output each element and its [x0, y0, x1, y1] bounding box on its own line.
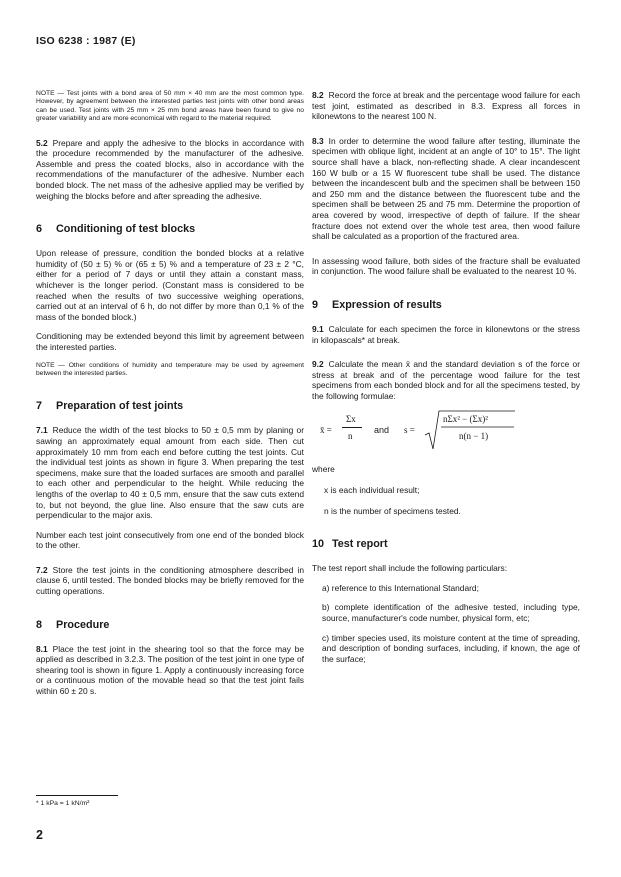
clause-text: Reduce the width of the test blocks to 50 ± 0,5 mm by planing or sawing an approximately equal amount from each side. Then cut approximately 10 mm from each end before cutting the test joints. Cut the individual test joints as shown in figure 3. When preparing the test specimens, make sure that the loaded surfaces are smooth and parallel to each other and perpendicular to the height. While reducing the lengths of the overlap to 40 ± 0,5 mm, ensure that the saw cuts extend to, but not beyond, the glue line. Also ensure that the saw cuts are perpendicular to the major axis. — [36, 425, 304, 521]
section-7-heading — [36, 400, 304, 413]
sd-denominator: n(n − 1) — [459, 431, 489, 442]
clause-text: Record the force at break and the percentage wood failure for each test joint, estimated as described in 8.3. Express all forces in kilonewtons to the nearest 100 N. — [312, 90, 580, 122]
mean-denominator: n — [348, 431, 353, 442]
section-number: 6 — [36, 223, 43, 236]
clause-text: Prepare and apply the adhesive to the blocks in accordance with the procedure recommended by the manufacturer of the adhesive. Assemble and press the coated blocks, also in accordance with the recommendations of the manufacturer of the adhesive. Number each bonded block. The net mass of the adhesive applied may be verified by weighing the blocks before and after spreading the adhesive. — [36, 137, 304, 201]
section-number: 7 — [36, 400, 43, 413]
clause-8-2 — [312, 90, 580, 122]
section-6-heading — [36, 223, 304, 236]
left-column — [36, 90, 304, 697]
section-title: Preparation of test joints — [56, 400, 184, 413]
statistics-formulae — [312, 409, 580, 455]
document-header: ISO 6238 : 1987 (E) — [36, 35, 136, 47]
clause-number: 8.2 — [312, 90, 324, 100]
clause-8-1 — [36, 644, 304, 697]
section-title: Test report — [332, 538, 388, 551]
section-title: Expression of results — [332, 298, 442, 311]
sd-lhs: s = — [404, 425, 415, 436]
right-column — [312, 90, 580, 664]
clause-text: In order to determine the wood failure after testing, illuminate the specimen with oblique light, incident at an angle of 10° to 15°. The light source shall have a black, non-reflecting shade. A clear incandescent 160 W bulb or a 15 W fluorescent tube shall be used. The distance between the incandescent bulb and the specimen shall be between 150 and 250 mm and the distance between the fluorescent tube and the specimen shall be between 25 and 75 mm. Determine the proportion of area covered by wood, irrespective of depth of failure. If the shear fracture does not extend over the whole test area, then wood failure shall be calculated as a proportion of the fractured area. — [312, 135, 580, 242]
section-number: 10 — [312, 538, 325, 551]
clause-text: Place the test joint in the shearing tool so that the force may be applied as described in 3.2.3. The position of the test joint in one type of shearing tool is shown in figure 1. Apply a continuously increasing force or a continuous motion of the movable head so that the test joint fails within 60 ± 20 s. — [36, 643, 304, 697]
note-conditions: NOTE — Other conditions of humidity and temperature may be used by agreement between the interested parties. — [36, 361, 304, 377]
where-label: where — [312, 464, 335, 475]
clause-text: Store the test joints in the conditioning atmosphere described in clause 6, until tested. The bonded blocks may be briefly removed for the cutting operations. — [36, 564, 304, 597]
note-bond-area: NOTE — Test joints with a bond area of 50 mm × 40 mm are the most common type. However, by agreement between the interested parties test joints with other bond areas can be used. Test joints with 25 mm × 25 mm bond areas have been found to give no greater variability and are more economical with regard to the material required. — [36, 90, 304, 123]
section-number: 8 — [36, 618, 43, 631]
clause-text: Calculate the mean x̄ and the standard deviation s of the force or stress at break and of the percentage wood failure for the test specimens from each bonded block and for all the specimens tested, by the following formulae: — [312, 359, 580, 401]
section-8-heading — [36, 619, 304, 632]
formula-and: and — [374, 425, 390, 436]
report-item-a: a) reference to this International Standard; — [322, 582, 479, 593]
report-item-c: c) timber species used, its moisture content at the time of spreading, and description of bonding surfaces, including, if known, the age of the surface; — [322, 632, 580, 664]
clause-5-2 — [36, 138, 304, 202]
clause-number: 9.2 — [312, 359, 324, 370]
page-number: 2 — [36, 828, 43, 842]
clause-7-1 — [36, 425, 304, 520]
clause-text: Calculate for each specimen the force in kilonewtons or the stress in kilopascals* at break. — [312, 323, 580, 345]
footnote-rule — [36, 795, 118, 796]
section-10-heading — [312, 538, 580, 551]
clause-number: 8.3 — [312, 135, 324, 146]
clause-7-2 — [36, 565, 304, 597]
section-6-para-2: Conditioning may be extended beyond this limit by agreement between the interested parties. — [36, 331, 304, 352]
section-10-intro: The test report shall include the following particulars: — [312, 563, 508, 574]
sd-numerator: nΣx² − (Σx)² — [443, 414, 488, 425]
clause-8-3-para-2: In assessing wood failure, both sides of the fracture shall be evaluated in conjunction. The wood failure shall be evaluated to the nearest 10 %. — [312, 255, 580, 277]
mean-fraction-bar — [342, 427, 362, 428]
clause-9-2 — [312, 359, 580, 401]
clause-number: 9.1 — [312, 323, 324, 334]
footnote: * 1 kPa = 1 kN/m² — [36, 800, 90, 807]
clause-number: 7.1 — [36, 425, 48, 436]
clause-number: 8.1 — [36, 643, 48, 654]
section-title: Conditioning of test blocks — [56, 223, 196, 236]
where-x-definition: x is each individual result; — [324, 485, 420, 496]
mean-lhs: x̄ = — [320, 425, 332, 436]
clause-8-3 — [312, 136, 580, 242]
where-n-definition: n is the number of specimens tested. — [324, 505, 461, 516]
mean-numerator: Σx — [346, 414, 356, 425]
section-7-para: Number each test joint consecutively from one end of the bonded block to the other. — [36, 529, 304, 551]
report-item-b: b) complete identification of the adhesive tested, including type, source, manufacturer's code number, physical form, etc; — [322, 602, 580, 624]
section-number: 9 — [312, 298, 319, 311]
section-9-heading — [312, 299, 580, 312]
section-title: Procedure — [56, 618, 110, 631]
clause-number: 7.2 — [36, 564, 48, 575]
clause-9-1 — [312, 324, 580, 345]
section-6-para-1: Upon release of pressure, condition the bonded blocks at a relative humidity of (50 ± 5) % or (65 ± 5) % and a temperature of 23 ± 2 °C, either for a period of 7 days or until they attain a constant mass, whichever is the longer period. (Constant mass is considered to be reached when the results of two successive weighing operations, carried out at an interval of 6 h, do not differ by more than 0,1 % of the mass of the bonded block.) — [36, 248, 304, 322]
clause-number: 5.2 — [36, 137, 48, 148]
